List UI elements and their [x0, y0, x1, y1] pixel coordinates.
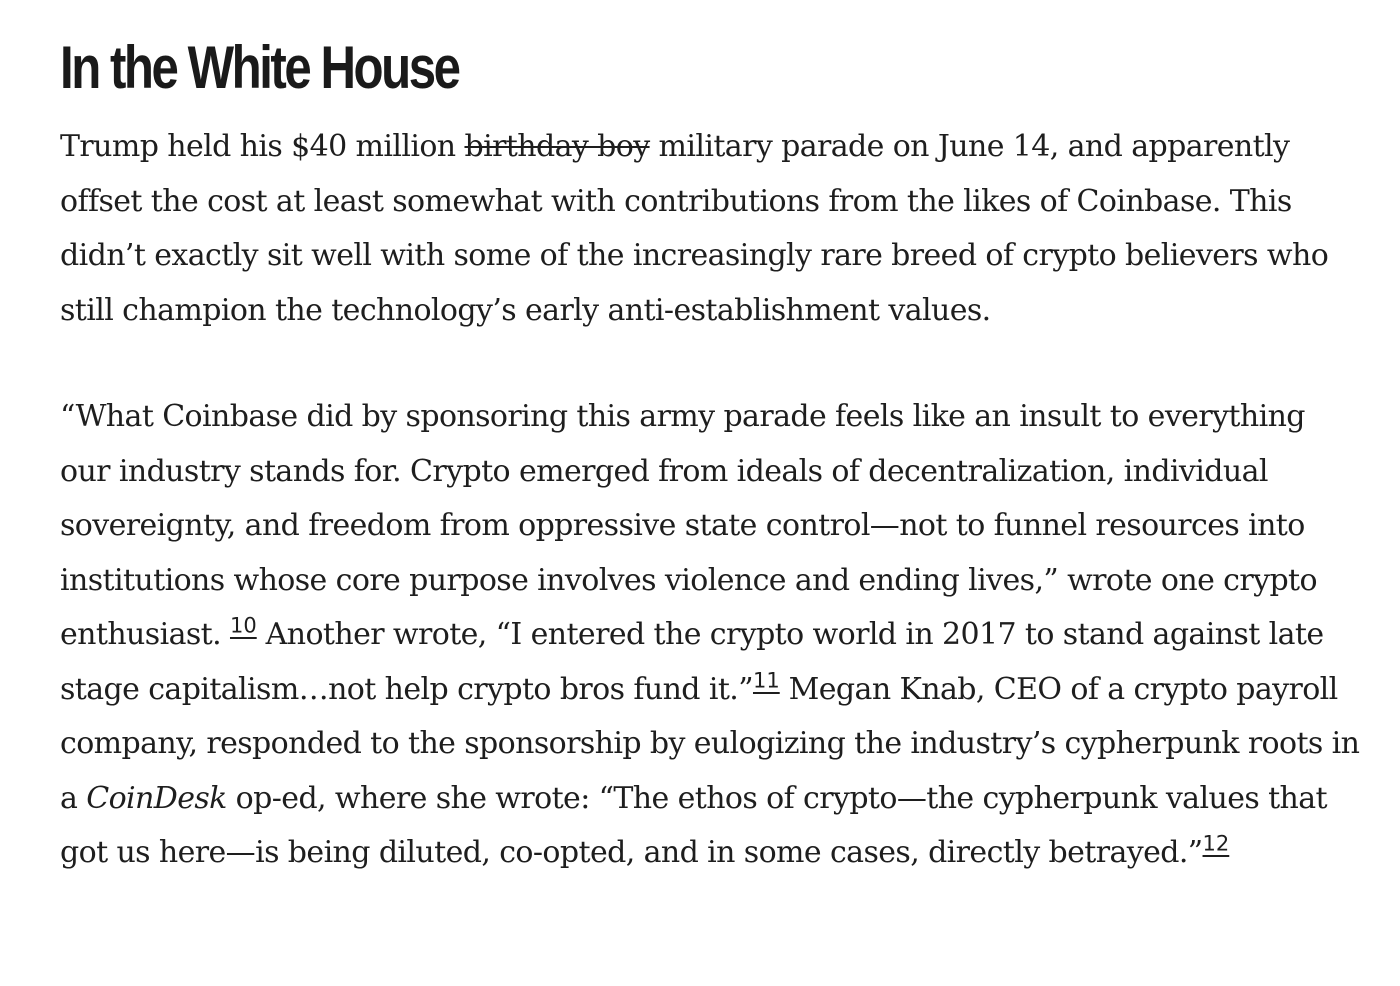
paragraph-parade — [60, 120, 1360, 338]
footnote-link-12[interactable]: 12 — [1202, 831, 1230, 856]
paragraph-text: Megan Knab, CEO of a crypto payroll company, responded to the sponsorship by eulogizing the industry’s cypherpunk roots in a — [60, 671, 1360, 816]
footnote-link-10[interactable]: 10 — [229, 613, 257, 638]
paragraph-text: “What Coinbase did by sponsoring this army parade feels like an insult to everything our industry stands for. Crypto emerged from ideals of decentralization, individual sovereignty, and freedom from oppressive state control—not to funnel resources into institutions whose core purpose involves violence and ending lives,” wrote one crypto enthusiast. — [60, 399, 1317, 652]
footnote-link-11[interactable]: 11 — [752, 667, 780, 692]
paragraph-text: Another wrote, “I entered the crypto world in 2017 to stand against late stage capitalism…not help crypto bros fund it.” — [60, 617, 1324, 707]
paragraph-text: Trump held his $40 million — [60, 129, 465, 164]
paragraph-text: military parade on June 14, and apparently offset the cost at least somewhat with contributions from the likes of Coinbase. This didn’t exactly sit well with some of the increasingly rare breed of crypto believers who still champion the technology’s early anti-establishment values. — [60, 129, 1329, 328]
article-section — [60, 28, 1360, 881]
paragraph-reactions — [60, 390, 1360, 881]
section-heading: In the White House — [60, 34, 459, 101]
paragraph-text: op-ed, where she wrote: “The ethos of crypto—the cypherpunk values that got us here—is being diluted, co-opted, and in some cases, directly betrayed.” — [60, 780, 1327, 870]
publication-name: CoinDesk — [86, 780, 227, 816]
struck-text: birthday boy — [464, 129, 650, 164]
